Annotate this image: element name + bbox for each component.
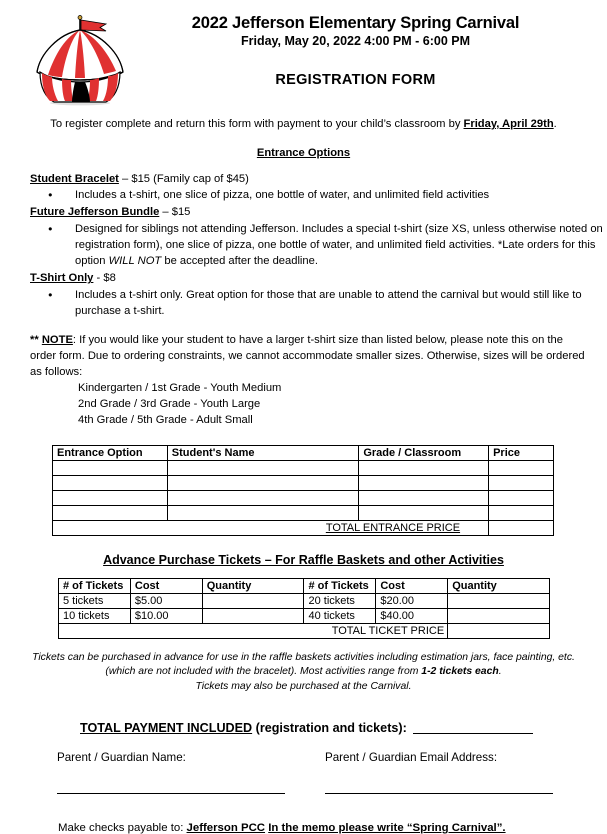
column-header-entrance-option: Entrance Option: [53, 445, 168, 460]
guardian-email-field: [325, 751, 593, 794]
tickets-explanation-note: [0, 651, 607, 695]
column-header-student-name: Student's Name: [167, 445, 359, 460]
option-student-bracelet: [30, 171, 607, 187]
guardian-email-label: Parent / Guardian Email Address:: [325, 750, 498, 764]
entrance-table-container: [0, 445, 607, 536]
cell-entrance-option[interactable]: [53, 460, 168, 475]
guardian-fields-row: [0, 751, 607, 794]
advance-tickets-heading: Advance Purchase Tickets – For Raffle Baskets and other Activities: [103, 552, 504, 567]
total-payment-suffix: (registration and tickets):: [252, 720, 407, 735]
cell-quantity-left[interactable]: [202, 608, 304, 623]
cell-entrance-option[interactable]: [53, 475, 168, 490]
total-ticket-price-label: TOTAL TICKET PRICE: [59, 623, 448, 638]
cell-cost-right: $40.00: [376, 608, 448, 623]
tshirt-size-note: [30, 333, 585, 428]
option-bullets-student-bracelet: [30, 187, 607, 203]
column-header-grade-classroom: Grade / Classroom: [359, 445, 489, 460]
table-row[interactable]: [53, 490, 554, 505]
cell-quantity-right[interactable]: [448, 593, 550, 608]
table-row[interactable]: [53, 475, 554, 490]
cell-grade-classroom[interactable]: [359, 460, 489, 475]
note-line-2-a: (which are not included with the bracelet). Most activities range from: [105, 666, 422, 678]
entrance-options-list: [30, 171, 607, 319]
cell-entrance-option[interactable]: [53, 505, 168, 520]
cell-cost-left: $10.00: [130, 608, 202, 623]
list-item: ● Includes a t-shirt only. Great option for those that are unable to attend the carnival but would still like to purchase a t-shirt.: [30, 287, 607, 319]
option-bullets-tshirt-only: [30, 287, 607, 319]
cell-price[interactable]: [489, 475, 554, 490]
cell-student-name[interactable]: [167, 475, 359, 490]
table-row[interactable]: [53, 460, 554, 475]
size-chart-list: [78, 381, 585, 429]
entrance-order-table: [52, 445, 554, 536]
table-row[interactable]: [59, 608, 550, 623]
note-line-3: Tickets may also be purchased at the Carnival.: [195, 681, 412, 693]
cell-price[interactable]: [489, 505, 554, 520]
column-header-quantity-right: Quantity: [448, 578, 550, 593]
option-label: T-Shirt Only: [30, 272, 94, 285]
circus-tent-icon: [28, 10, 132, 110]
entrance-options-heading: Entrance Options: [256, 147, 351, 159]
document-header: [0, 0, 607, 112]
total-entrance-price-label: TOTAL ENTRANCE PRICE: [53, 520, 489, 535]
guardian-name-label: Parent / Guardian Name:: [57, 750, 186, 764]
total-ticket-price-value[interactable]: [448, 623, 550, 638]
form-title: REGISTRATION FORM: [275, 72, 436, 88]
note-line-1: Tickets can be purchased in advance for use in the raffle baskets activities including estimation jars, face painting, etc.: [32, 651, 575, 663]
list-item: 2nd Grade / 3rd Grade - Youth Large: [78, 397, 261, 410]
column-header-cost-right: Cost: [376, 578, 448, 593]
table-header-row: [59, 578, 550, 593]
tickets-table-container: [0, 578, 607, 639]
column-header-price: Price: [489, 445, 554, 460]
intro-text-after: .: [553, 118, 557, 130]
cell-cost-left: $5.00: [130, 593, 202, 608]
note-body: : If you would like your student to have a larger t-shirt size than listed below, please note this on the order form. Due to ordering constraints, we cannot accommodate smaller sizes. Otherwise, sizes will be ordered as follows:: [30, 334, 585, 378]
list-item: 4th Grade / 5th Grade - Adult Small: [78, 413, 253, 426]
table-header-row: [53, 445, 554, 460]
table-total-row: [53, 520, 554, 535]
option-future-jefferson-bundle: [30, 204, 607, 220]
cell-grade-classroom[interactable]: [359, 475, 489, 490]
note-prefix: **: [30, 334, 42, 347]
list-item: ● Includes a t-shirt, one slice of pizza, one bottle of water, and unlimited field activities: [30, 187, 607, 203]
title-block: [118, 14, 593, 49]
column-header-num-tickets-right: # of Tickets: [304, 578, 376, 593]
total-entrance-price-value[interactable]: [489, 520, 554, 535]
note-label: NOTE: [41, 334, 73, 347]
cell-entrance-option[interactable]: [53, 490, 168, 505]
cell-student-name[interactable]: [167, 505, 359, 520]
cell-num-tickets-right: 20 tickets: [304, 593, 376, 608]
table-row[interactable]: [53, 505, 554, 520]
guardian-name-field: [57, 751, 325, 794]
cell-grade-classroom[interactable]: [359, 505, 489, 520]
check-payee: Jefferson PCC: [186, 821, 266, 834]
table-row[interactable]: [59, 593, 550, 608]
intro-text-before: To register complete and return this form with payment to your child’s classroom by: [50, 118, 464, 130]
intro-instruction: [0, 118, 607, 130]
total-payment-label: TOTAL PAYMENT INCLUDED: [80, 720, 253, 735]
cell-student-name[interactable]: [167, 460, 359, 475]
list-item: Kindergarten / 1st Grade - Youth Medium: [78, 381, 282, 394]
note-line-2-c: .: [498, 666, 502, 678]
cell-num-tickets-left: 10 tickets: [59, 608, 131, 623]
cell-quantity-right[interactable]: [448, 608, 550, 623]
option-price: - $8: [93, 272, 116, 285]
check-instructions: [0, 822, 607, 834]
check-memo-instruction: In the memo please write “Spring Carnival”.: [268, 821, 506, 834]
column-header-quantity-left: Quantity: [202, 578, 304, 593]
option-tshirt-only: [30, 270, 607, 286]
cell-student-name[interactable]: [167, 490, 359, 505]
cell-cost-right: $20.00: [376, 593, 448, 608]
cell-num-tickets-left: 5 tickets: [59, 593, 131, 608]
total-payment-input[interactable]: [413, 733, 533, 734]
cell-price[interactable]: [489, 490, 554, 505]
advance-tickets-table: [58, 578, 550, 639]
option-label: Future Jefferson Bundle: [30, 206, 160, 219]
column-header-num-tickets-left: # of Tickets: [59, 578, 131, 593]
cell-num-tickets-right: 40 tickets: [304, 608, 376, 623]
cell-quantity-left[interactable]: [202, 593, 304, 608]
emphasis-will-not: WILL NOT: [108, 255, 162, 268]
cell-price[interactable]: [489, 460, 554, 475]
event-datetime: Friday, May 20, 2022 4:00 PM - 6:00 PM: [240, 34, 471, 49]
cell-grade-classroom[interactable]: [359, 490, 489, 505]
guardian-name-input[interactable]: [57, 772, 285, 794]
column-header-cost-left: Cost: [130, 578, 202, 593]
list-item: ● Designed for siblings not attending Jefferson. Includes a special t-shirt (size XS, unless otherwise noted on registration form), one slice of pizza, one bottle of water, and unlimited field activities. *Late orders for this option WILL NOT be accepted after the deadline.: [30, 221, 607, 270]
footer-prefix: Make checks payable to:: [58, 821, 187, 834]
table-total-row: [59, 623, 550, 638]
deadline-date: Friday, April 29th: [463, 118, 554, 130]
option-label: Student Bracelet: [30, 173, 119, 185]
option-price: – $15 (Family cap of $45): [118, 173, 249, 185]
note-line-2: [12, 665, 595, 680]
option-bullets-future-jefferson-bundle: [30, 221, 607, 270]
page-title: 2022 Jefferson Elementary Spring Carnival: [191, 14, 520, 32]
tickets-range-emphasis: 1-2 tickets each: [421, 666, 499, 678]
option-price: – $15: [159, 206, 191, 219]
guardian-email-input[interactable]: [325, 772, 553, 794]
total-payment-line: [0, 721, 607, 735]
